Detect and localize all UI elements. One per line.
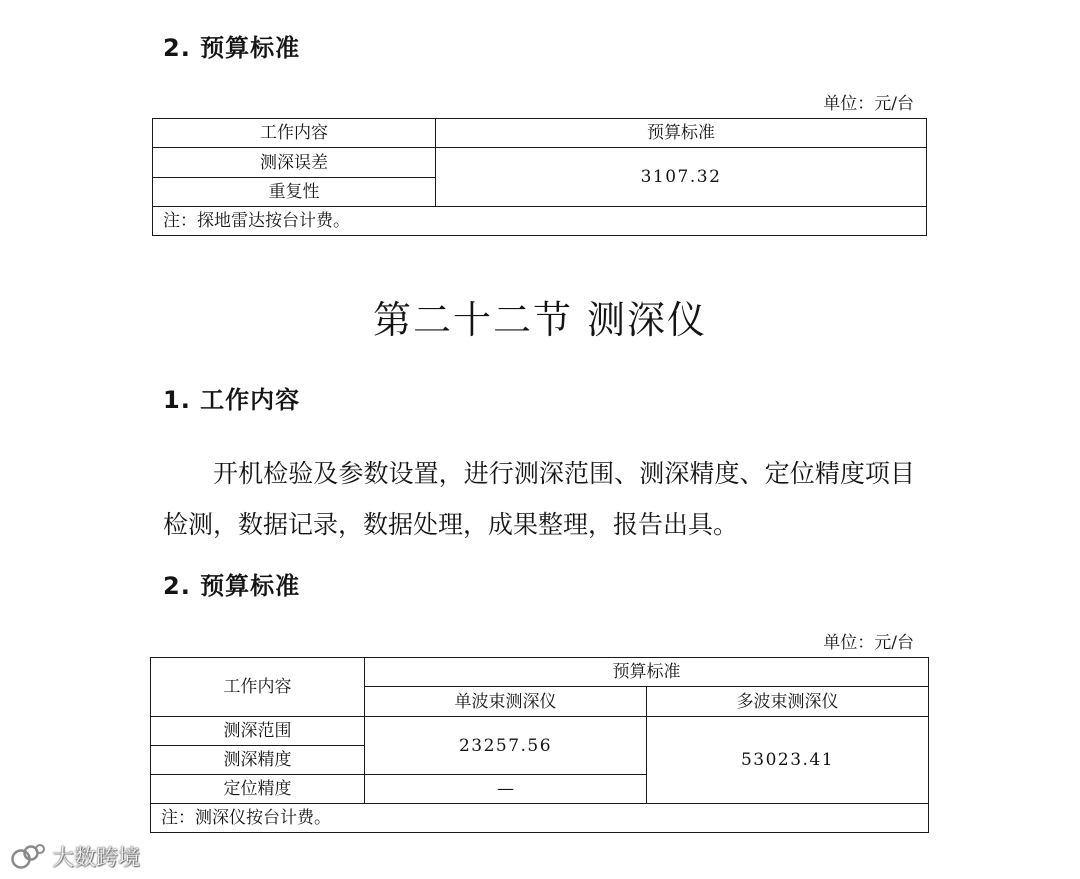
- watermark: [10, 844, 140, 874]
- row-depth-error: 测深误差: [153, 148, 436, 178]
- header-work-content: 工作内容: [151, 658, 365, 717]
- header-budget-standard: 预算标准: [436, 119, 927, 148]
- table-note: 注：测深仪按台计费。: [151, 804, 929, 833]
- row-position-accuracy: 定位精度: [151, 775, 365, 804]
- budget-table-ground-radar: [152, 118, 927, 236]
- work-content-paragraph: 开机检验及参数设置，进行测深范围、测深精度、定位精度项目检测，数据记录，数据处理，成果整理，报告出具。: [163, 459, 915, 539]
- unit-label-prev: 单位：元/台: [823, 94, 914, 114]
- single-beam-position-value: —: [365, 775, 647, 804]
- header-single-beam: 单波束测深仪: [365, 687, 647, 717]
- row-depth-range: 测深范围: [151, 717, 365, 746]
- header-work-content: 工作内容: [153, 119, 436, 148]
- budget-heading: 2. 预算标准: [163, 572, 301, 600]
- watermark-text: 大数跨境: [52, 846, 141, 871]
- budget-value: 3107.32: [436, 148, 927, 207]
- watermark-logo-icon: [10, 842, 48, 876]
- budget-table-sounder: [150, 657, 929, 833]
- header-multi-beam: 多波束测深仪: [647, 687, 929, 717]
- multi-beam-value: 53023.41: [647, 717, 929, 804]
- unit-label: 单位：元/台: [823, 633, 914, 653]
- table-note: 注：探地雷达按台计费。: [153, 207, 927, 236]
- row-repeatability: 重复性: [153, 178, 436, 207]
- budget-heading-prev: 2. 预算标准: [163, 34, 301, 62]
- work-content-heading: 1. 工作内容: [163, 386, 301, 414]
- single-beam-value: 23257.56: [365, 717, 647, 775]
- section-title: 第二十二节 测深仪: [372, 298, 708, 342]
- header-budget-standard: 预算标准: [365, 658, 929, 687]
- row-depth-accuracy: 测深精度: [151, 746, 365, 775]
